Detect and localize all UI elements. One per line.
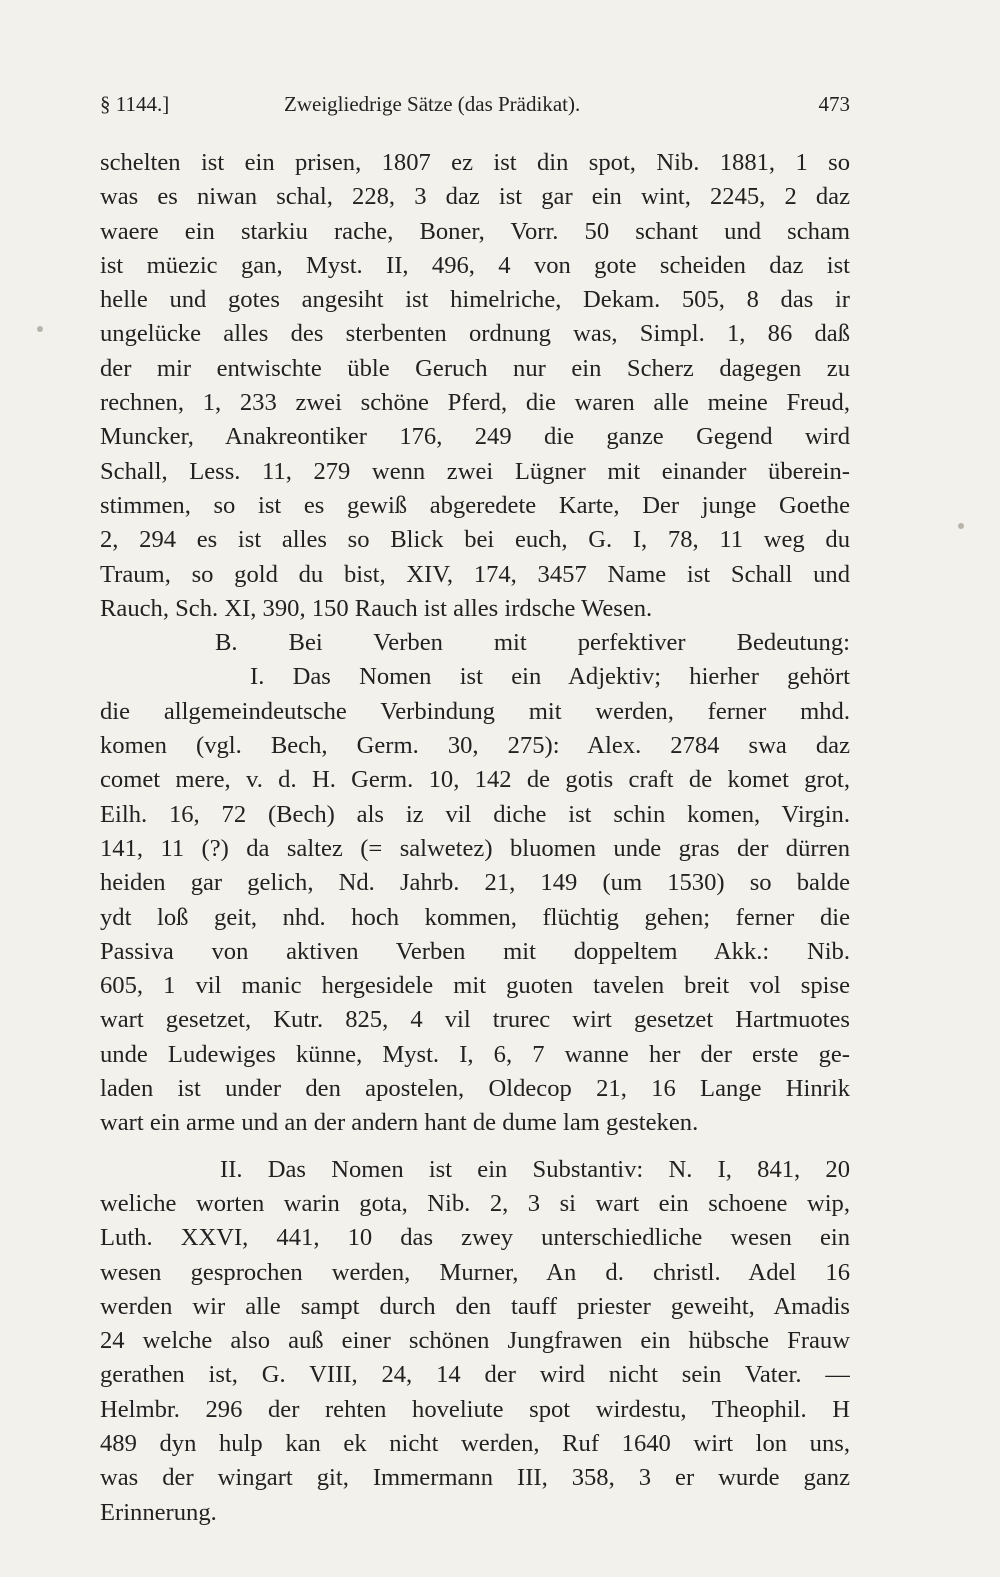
- margin-speck: [958, 523, 964, 529]
- text-line: komen (vgl. Bech, Germ. 30, 275): Alex. 2784 swa daz: [100, 732, 850, 760]
- text-line: Erinnerung.: [100, 1498, 217, 1526]
- text-line: 2, 294 es ist alles so Blick bei euch, G. I, 78, 11 weg du: [100, 526, 850, 554]
- text-line: ist müezic gan, Myst. II, 496, 4 von gote scheiden daz ist: [100, 251, 850, 279]
- text-line: 141, 11 (?) da saltez (= salwetez) bluomen unde gras der dürren: [100, 834, 850, 862]
- paragraph-gap: [100, 1141, 850, 1153]
- text-line: Muncker, Anakreontiker 176, 249 die ganze Gegend wird: [100, 423, 850, 451]
- running-header: [100, 84, 850, 124]
- section-number: § 1144.]: [100, 92, 170, 116]
- text-line: unde Ludewiges künne, Myst. I, 6, 7 wanne her der erste ge-: [100, 1040, 850, 1068]
- text-line: I. Das Nomen ist ein Adjektiv; hierher gehört: [250, 663, 850, 691]
- text-line: gerathen ist, G. VIII, 24, 14 der wird nicht sein Vater. —: [100, 1361, 850, 1389]
- text-line: heiden gar gelich, Nd. Jahrb. 21, 149 (um 1530) so balde: [100, 869, 850, 897]
- text-line: comet mere, v. d. H. Germ. 10, 142 de gotis craft de komet grot,: [100, 766, 850, 794]
- text-line: waere ein starkiu rache, Boner, Vorr. 50 schant und scham: [100, 217, 850, 245]
- text-line: wesen gesprochen werden, Murner, An d. christl. Adel 16: [100, 1258, 850, 1286]
- text-line: wart ein arme und an der andern hant de dume lam gesteken.: [100, 1109, 699, 1137]
- text-line: stimmen, so ist es gewiß abgeredete Karte, Der junge Goethe: [100, 491, 850, 519]
- text-line: 24 welche also auß einer schönen Jungfrawen ein hübsche Frauw: [100, 1327, 850, 1355]
- text-line: Rauch, Sch. XI, 390, 150 Rauch ist alles irdsche Wesen.: [100, 594, 653, 622]
- text-line: was es niwan schal, 228, 3 daz ist gar ein wint, 2245, 2 daz: [100, 183, 850, 211]
- text-line: laden ist under den apostelen, Oldecop 21, 16 Lange Hinrik: [100, 1075, 850, 1103]
- page-number: 473: [818, 92, 850, 116]
- text-line: Eilh. 16, 72 (Bech) als iz vil diche ist schin komen, Virgin.: [100, 800, 850, 828]
- text-line: helle und gotes angesiht ist himelriche, Dekam. 505, 8 das ir: [100, 286, 850, 314]
- text-line: was der wingart git, Immermann III, 358, 3 er wurde ganz: [100, 1464, 850, 1492]
- text-line: Passiva von aktiven Verben mit doppeltem Akk.: Nib.: [100, 937, 850, 965]
- text-line: ydt loß geit, nhd. hoch kommen, flüchtig gehen; ferner die: [100, 903, 850, 931]
- body-text: [100, 146, 850, 1530]
- text-line: Luth. XXVI, 441, 10 das zwey unterschiedliche wesen ein: [100, 1224, 850, 1252]
- text-line: werden wir alle sampt durch den tauff priester geweiht, Amadis: [100, 1292, 850, 1320]
- text-line: die allgemeindeutsche Verbindung mit werden, ferner mhd.: [100, 697, 850, 725]
- chapter-title: Zweigliedrige Sätze (das Prädikat).: [284, 92, 581, 116]
- text-line: Helmbr. 296 der rehten hoveliute spot wirdestu, Theophil. H: [100, 1395, 850, 1423]
- text-line: schelten ist ein prisen, 1807 ez ist din spot, Nib. 1881, 1 so: [100, 149, 850, 176]
- text-line: ungelücke alles des sterbenten ordnung was, Simpl. 1, 86 daß: [100, 320, 850, 348]
- text-line: B. Bei Verben mit perfektiver Bedeutung:: [215, 629, 850, 657]
- text-line: der mir entwischte üble Geruch nur ein Scherz dagegen zu: [100, 354, 850, 382]
- text-line: weliche worten warin gota, Nib. 2, 3 si wart ein schoene wip,: [100, 1189, 850, 1217]
- text-line: wart gesetzet, Kutr. 825, 4 vil trurec wirt gesetzet Hartmuotes: [100, 1006, 850, 1034]
- text-line: 605, 1 vil manic hergesidele mit guoten tavelen breit vol spise: [100, 972, 850, 1000]
- text-line: Traum, so gold du bist, XIV, 174, 3457 Name ist Schall und: [100, 560, 850, 588]
- text-line: 489 dyn hulp kan ek nicht werden, Ruf 1640 wirt lon uns,: [100, 1429, 850, 1457]
- text-line: II. Das Nomen ist ein Substantiv: N. I, 841, 20: [220, 1155, 850, 1183]
- text-line: rechnen, 1, 233 zwei schöne Pferd, die waren alle meine Freud,: [100, 389, 850, 417]
- margin-speck: [37, 326, 43, 332]
- text-line: Schall, Less. 11, 279 wenn zwei Lügner mit einander überein-: [100, 457, 850, 485]
